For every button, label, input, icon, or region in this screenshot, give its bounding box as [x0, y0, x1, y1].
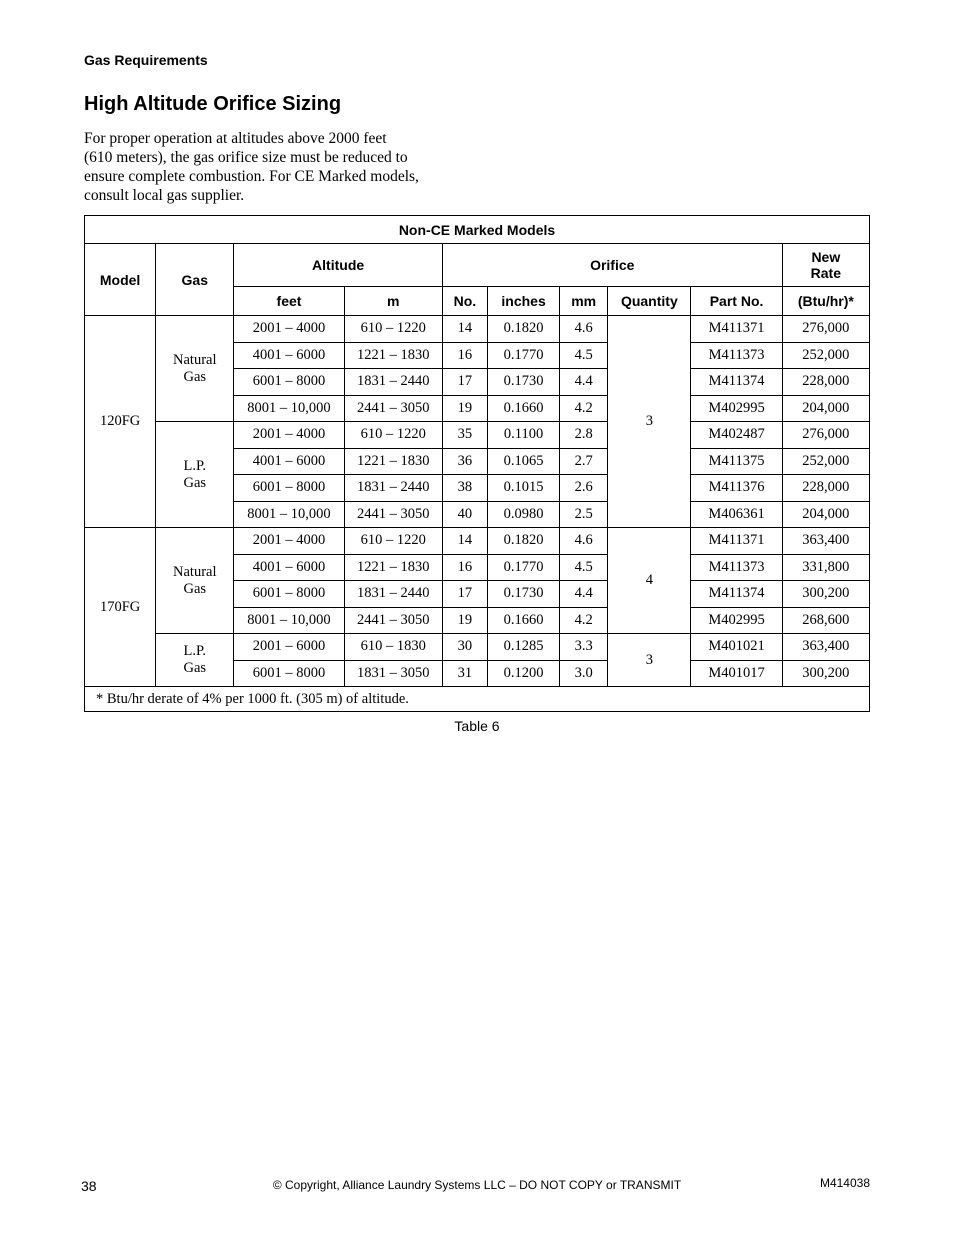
altitude-feet-cell: 2001 – 6000: [234, 634, 344, 661]
orifice-mm-cell: 2.7: [560, 448, 608, 475]
quantity-cell: 3: [608, 316, 691, 528]
new-rate-cell: 252,000: [782, 448, 869, 475]
altitude-feet-cell: 6001 – 8000: [234, 475, 344, 502]
orifice-mm-cell: 2.6: [560, 475, 608, 502]
orifice-no-cell: 31: [442, 660, 487, 687]
orifice-inches-cell: 0.1285: [487, 634, 559, 661]
altitude-m-cell: 610 – 1220: [344, 316, 442, 343]
header-quantity: Quantity: [608, 287, 691, 316]
new-rate-cell: 363,400: [782, 528, 869, 555]
quantity-cell: 3: [608, 634, 691, 687]
altitude-feet-cell: 6001 – 8000: [234, 369, 344, 396]
orifice-no-cell: 14: [442, 528, 487, 555]
header-new: New: [811, 249, 841, 265]
altitude-feet-cell: 8001 – 10,000: [234, 607, 344, 634]
orifice-no-cell: 16: [442, 554, 487, 581]
orifice-inches-cell: 0.1730: [487, 369, 559, 396]
orifice-mm-cell: 4.4: [560, 369, 608, 396]
orifice-inches-cell: 0.1770: [487, 342, 559, 369]
orifice-no-cell: 14: [442, 316, 487, 343]
altitude-feet-cell: 4001 – 6000: [234, 342, 344, 369]
header-feet: feet: [234, 287, 344, 316]
intro-line: For proper operation at altitudes above 2000 feet: [84, 130, 387, 147]
altitude-feet-cell: 6001 – 8000: [234, 660, 344, 687]
header-no: No.: [442, 287, 487, 316]
orifice-mm-cell: 4.4: [560, 581, 608, 608]
gas-type-line: Gas: [183, 580, 207, 597]
orifice-inches-cell: 0.0980: [487, 501, 559, 528]
orifice-inches-cell: 0.1015: [487, 475, 559, 502]
new-rate-cell: 268,600: [782, 607, 869, 634]
table-row: [85, 422, 870, 449]
table-header-row: [85, 244, 870, 287]
orifice-inches-cell: 0.1200: [487, 660, 559, 687]
part-no-cell: M411371: [691, 528, 782, 555]
model-cell: 170FG: [85, 528, 156, 687]
orifice-mm-cell: 4.6: [560, 316, 608, 343]
table-footnote: * Btu/hr derate of 4% per 1000 ft. (305 m) of altitude.: [85, 687, 870, 712]
part-no-cell: M402995: [691, 395, 782, 422]
table-row: [85, 528, 870, 555]
gas-type-line: Natural: [173, 351, 217, 368]
orifice-mm-cell: 2.5: [560, 501, 608, 528]
altitude-m-cell: 1831 – 3050: [344, 660, 442, 687]
table-body: [85, 316, 870, 687]
part-no-cell: M411375: [691, 448, 782, 475]
header-new-rate: [782, 244, 869, 287]
orifice-no-cell: 17: [442, 369, 487, 396]
gas-type-line: Gas: [183, 660, 207, 676]
orifice-inches-cell: 0.1820: [487, 528, 559, 555]
altitude-feet-cell: 2001 – 4000: [234, 422, 344, 449]
new-rate-cell: 252,000: [782, 342, 869, 369]
altitude-feet-cell: 2001 – 4000: [234, 528, 344, 555]
gas-type-cell: [156, 634, 234, 687]
new-rate-cell: 276,000: [782, 422, 869, 449]
orifice-mm-cell: 3.0: [560, 660, 608, 687]
header-gas: Gas: [156, 244, 234, 316]
header-orifice: Orifice: [442, 244, 782, 287]
gas-type-line: Gas: [183, 474, 207, 491]
altitude-m-cell: 2441 – 3050: [344, 607, 442, 634]
gas-type-line: Gas: [183, 368, 207, 385]
gas-type-cell: [156, 316, 234, 422]
altitude-m-cell: 1221 – 1830: [344, 448, 442, 475]
section-label: Gas Requirements: [84, 52, 208, 68]
gas-type-line: L.P.: [183, 643, 207, 659]
part-no-cell: M401021: [691, 634, 782, 661]
part-no-cell: M402487: [691, 422, 782, 449]
part-no-cell: M411374: [691, 369, 782, 396]
table-row: [85, 634, 870, 661]
gas-type-line: L.P.: [183, 457, 207, 474]
new-rate-cell: 228,000: [782, 475, 869, 502]
new-rate-cell: 204,000: [782, 501, 869, 528]
orifice-inches-cell: 0.1660: [487, 607, 559, 634]
new-rate-cell: 300,200: [782, 660, 869, 687]
altitude-feet-cell: 8001 – 10,000: [234, 501, 344, 528]
orifice-no-cell: 19: [442, 607, 487, 634]
orifice-inches-cell: 0.1820: [487, 316, 559, 343]
orifice-mm-cell: 4.2: [560, 607, 608, 634]
orifice-no-cell: 40: [442, 501, 487, 528]
altitude-m-cell: 610 – 1220: [344, 422, 442, 449]
page-number: 38: [81, 1178, 97, 1194]
orifice-inches-cell: 0.1100: [487, 422, 559, 449]
part-no-cell: M401017: [691, 660, 782, 687]
orifice-mm-cell: 2.8: [560, 422, 608, 449]
intro-line: (610 meters), the gas orifice size must be reduced to: [84, 149, 408, 166]
table-caption: Table 6: [454, 718, 500, 734]
altitude-m-cell: 1221 – 1830: [344, 554, 442, 581]
altitude-feet-cell: 8001 – 10,000: [234, 395, 344, 422]
altitude-m-cell: 1831 – 2440: [344, 475, 442, 502]
orifice-no-cell: 19: [442, 395, 487, 422]
part-no-cell: M402995: [691, 607, 782, 634]
header-part-no: Part No.: [691, 287, 782, 316]
orifice-mm-cell: 4.5: [560, 554, 608, 581]
altitude-feet-cell: 6001 – 8000: [234, 581, 344, 608]
intro-line: ensure complete combustion. For CE Marked models,: [84, 168, 419, 185]
gas-type-line: Natural: [173, 563, 217, 580]
part-no-cell: M411373: [691, 342, 782, 369]
table-title: Non-CE Marked Models: [85, 216, 870, 244]
altitude-feet-cell: 4001 – 6000: [234, 448, 344, 475]
new-rate-cell: 363,400: [782, 634, 869, 661]
part-no-cell: M411376: [691, 475, 782, 502]
footnote-row: [85, 687, 870, 712]
orifice-sizing-table: [84, 215, 870, 712]
copyright-notice: © Copyright, Alliance Laundry Systems LLC – DO NOT COPY or TRANSMIT: [272, 1178, 682, 1192]
document-id: M414038: [819, 1176, 870, 1190]
part-no-cell: M411373: [691, 554, 782, 581]
orifice-no-cell: 16: [442, 342, 487, 369]
altitude-m-cell: 1831 – 2440: [344, 581, 442, 608]
orifice-no-cell: 36: [442, 448, 487, 475]
table-row: [85, 316, 870, 343]
new-rate-cell: 204,000: [782, 395, 869, 422]
orifice-inches-cell: 0.1730: [487, 581, 559, 608]
header-altitude: Altitude: [234, 244, 443, 287]
new-rate-cell: 228,000: [782, 369, 869, 396]
orifice-mm-cell: 4.6: [560, 528, 608, 555]
header-inches: inches: [487, 287, 559, 316]
model-cell: 120FG: [85, 316, 156, 528]
altitude-m-cell: 2441 – 3050: [344, 395, 442, 422]
orifice-no-cell: 17: [442, 581, 487, 608]
gas-type-cell: [156, 422, 234, 528]
header-rate: Rate: [810, 265, 842, 281]
altitude-m-cell: 1831 – 2440: [344, 369, 442, 396]
orifice-inches-cell: 0.1770: [487, 554, 559, 581]
orifice-no-cell: 35: [442, 422, 487, 449]
orifice-mm-cell: 3.3: [560, 634, 608, 661]
part-no-cell: M406361: [691, 501, 782, 528]
orifice-no-cell: 38: [442, 475, 487, 502]
quantity-cell: 4: [608, 528, 691, 634]
altitude-m-cell: 1221 – 1830: [344, 342, 442, 369]
part-no-cell: M411374: [691, 581, 782, 608]
altitude-feet-cell: 2001 – 4000: [234, 316, 344, 343]
header-m: m: [344, 287, 442, 316]
header-model: Model: [85, 244, 156, 316]
altitude-m-cell: 2441 – 3050: [344, 501, 442, 528]
new-rate-cell: 276,000: [782, 316, 869, 343]
intro-paragraph: [84, 129, 464, 205]
table-title-row: [85, 216, 870, 244]
altitude-feet-cell: 4001 – 6000: [234, 554, 344, 581]
orifice-inches-cell: 0.1065: [487, 448, 559, 475]
gas-type-cell: [156, 528, 234, 634]
intro-line: consult local gas supplier.: [84, 187, 245, 204]
new-rate-cell: 300,200: [782, 581, 869, 608]
page-title: High Altitude Orifice Sizing: [84, 93, 342, 115]
orifice-no-cell: 30: [442, 634, 487, 661]
header-btu: (Btu/hr)*: [782, 287, 869, 316]
altitude-m-cell: 610 – 1830: [344, 634, 442, 661]
new-rate-cell: 331,800: [782, 554, 869, 581]
header-mm: mm: [560, 287, 608, 316]
orifice-mm-cell: 4.5: [560, 342, 608, 369]
part-no-cell: M411371: [691, 316, 782, 343]
orifice-inches-cell: 0.1660: [487, 395, 559, 422]
altitude-m-cell: 610 – 1220: [344, 528, 442, 555]
orifice-mm-cell: 4.2: [560, 395, 608, 422]
